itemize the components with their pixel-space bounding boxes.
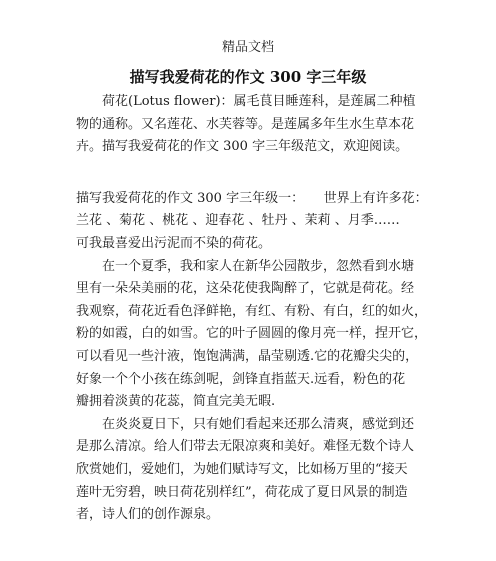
- text-line: 莲叶无穷碧，映日荷花别样红”，荷花成了夏日风景的制造: [76, 484, 408, 500]
- text-line: 里有一朵朵美丽的花，这朵花使我陶醉了，它就是荷花。经: [76, 281, 415, 297]
- page-bottom-fade: [0, 547, 496, 561]
- document-title: 描写我爱荷花的作文 300 字三年级: [129, 68, 367, 86]
- document-body: [76, 91, 426, 527]
- document-header: 精品文档: [221, 40, 274, 55]
- text-line: 好象一个个小孩在练剑呢，剑锋直指蓝天.远看，粉色的花: [76, 371, 406, 387]
- text-line: 卉。描写我爱荷花的作文 300 字三年级范文，欢迎阅读。: [76, 139, 409, 155]
- text-line: 可我最喜爱出污泥而不染的荷花。: [76, 235, 272, 251]
- text-line: 在一个夏季，我和家人在新华公园散步，忽然看到水塘: [102, 258, 415, 274]
- text-line: 在炎炎夏日下，只有她们看起来还那么清爽，感觉到还: [102, 416, 415, 432]
- text-line: 我观察，荷花近看色泽鲜艳，有红、有粉、有白，红的如火，: [76, 303, 428, 319]
- text-line: 描写我爱荷花的作文 300 字三年级一： 世界上有许多花：: [76, 190, 428, 206]
- text-line: 是那么清凉。给人们带去无限凉爽和美好。难怪无数个诗人: [76, 439, 415, 455]
- text-line: 者，诗人们的创作源泉。: [76, 507, 220, 523]
- text-line: 荷花(Lotus flower)：属毛茛目睡莲科，是莲属二种植: [102, 94, 416, 109]
- text-line: 物的通称。又名莲花、水芙蓉等。是莲属多年生水生草本花: [76, 116, 415, 132]
- essay-paragraph-3: [76, 414, 426, 527]
- paragraph-gap: [76, 159, 426, 188]
- text-line: 可以看见一些汁液，饱饱满满，晶莹剔透.它的花瓣尖尖的，: [76, 348, 419, 364]
- intro-paragraph: [76, 91, 426, 159]
- text-line: 欣赏她们，爱她们，为她们赋诗写文，比如杨万里的“接天: [76, 461, 408, 477]
- text-line: 粉的如霞，白的如雪。它的叶子圆圆的像月亮一样，捏开它，: [76, 326, 428, 342]
- text-line: 兰花 、菊花 、桃花 、迎春花 、牡丹 、茉莉 、月季……: [76, 213, 400, 229]
- essay-paragraph-2: [76, 256, 426, 414]
- essay-intro-paragraph: [76, 188, 426, 256]
- text-line: 瓣拥着淡黄的花蕊，简直完美无暇.: [76, 394, 276, 410]
